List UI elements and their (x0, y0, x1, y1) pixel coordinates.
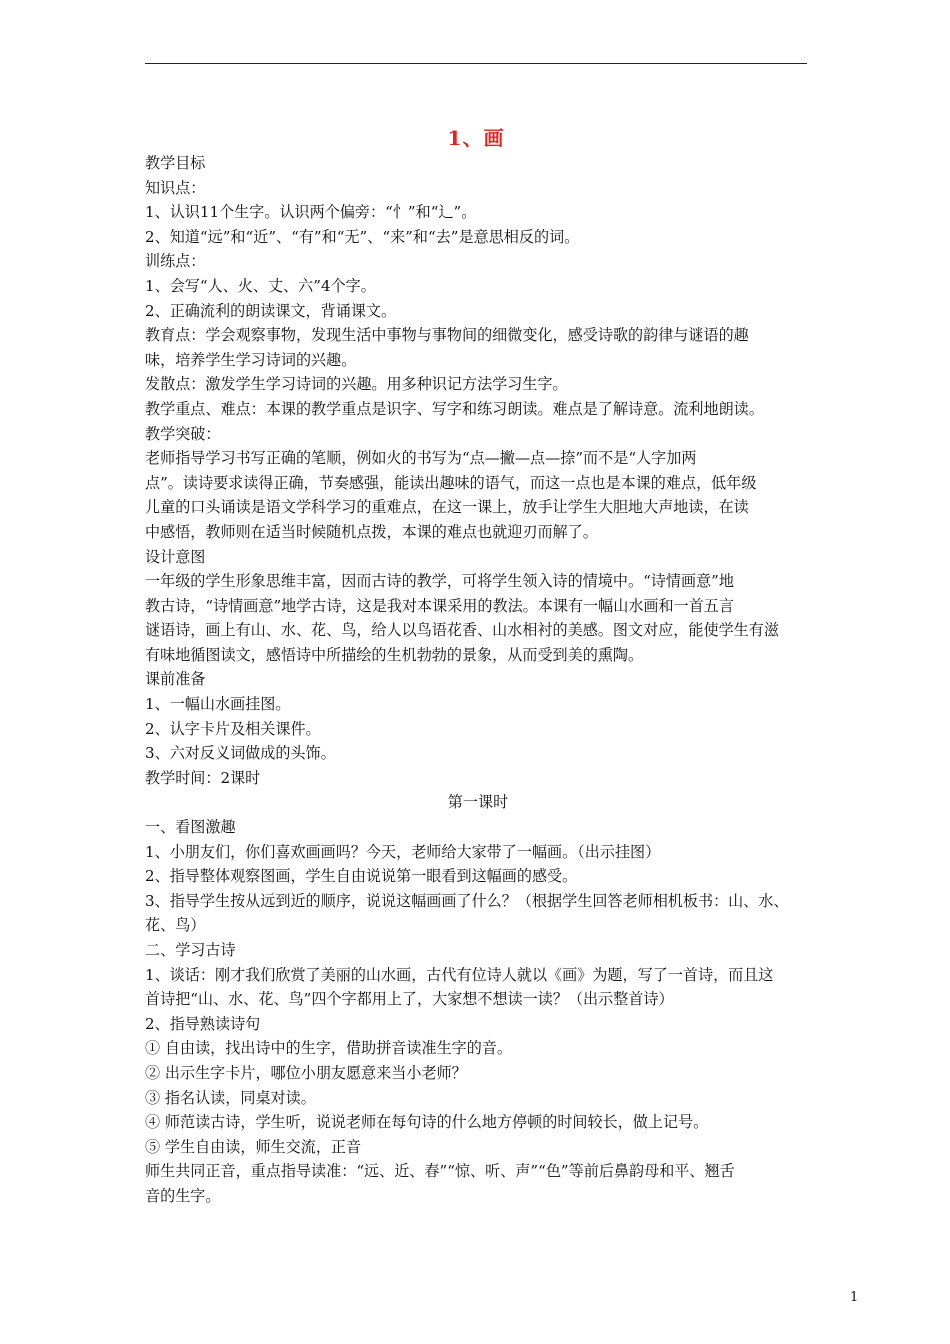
text-line: 谜语诗，画上有山、水、花、鸟，给人以鸟语花香、山水相衬的美感。图文对应，能使学生有滋 (145, 621, 779, 640)
text-line: 教学目标 (145, 154, 206, 172)
text-line: 一、看图激趣 (145, 818, 236, 837)
text-line: ④ 师范读古诗，学生听，说说老师在每句诗的什么地方停顿的时间较长，做上记号。 (145, 1113, 709, 1132)
text-line: 师生共同正音，重点指导读准：“远、近、春”“惊、听、声”“色”等前后鼻韵母和平、翘舌 (145, 1162, 735, 1181)
text-line: 教学突破： (145, 424, 221, 443)
text-line: 味，培养学生学习诗词的兴趣。 (145, 350, 357, 369)
text-line: 老师指导学习书写正确的笔顺，例如火的书写为“点—撇—点—捺”而不是“人字加两 (145, 449, 697, 468)
text-line: 2、指导熟读诗句 (145, 1014, 261, 1033)
text-line: 教学重点、难点：本课的教学重点是识字、写字和练习朗读。难点是了解诗意。流利地朗读。 (145, 399, 764, 418)
header-rule (145, 63, 807, 64)
document-title: 1、画 (447, 126, 505, 150)
text-line: 训练点： (145, 252, 206, 271)
text-line: 一年级的学生形象思维丰富，因而古诗的教学，可将学生领入诗的情境中。“诗情画意”地 (145, 572, 734, 591)
text-line: 花、鸟） (145, 916, 206, 935)
text-line: 教育点：学会观察事物，发现生活中事物与事物间的细微变化，感受诗歌的韵律与谜语的趣 (145, 326, 749, 345)
text-line: 点”。读诗要求读得正确，节奏感强，能读出趣味的语气，而这一点也是本课的难点，低年级 (145, 473, 757, 492)
text-line: ⑤ 学生自由读，师生交流，正音 (145, 1137, 362, 1156)
text-line: 2、正确流利的朗读课文，背诵课文。 (145, 301, 397, 320)
text-line: 1、认识11个生字。认识两个偏旁：“忄”和“辶”。 (145, 203, 477, 222)
text-line: 音的生字。 (145, 1186, 221, 1205)
text-line: 二、学习古诗 (145, 941, 236, 959)
section-heading: 第一课时 (447, 793, 509, 812)
text-line: 首诗把“山、水、花、鸟”四个字都用上了，大家想不想读一读？（出示整首诗） (145, 990, 674, 1009)
text-line: 教古诗，“诗情画意”地学古诗，这是我对本课采用的教法。本课有一幅山水画和一首五言 (145, 596, 734, 615)
text-line: 3、六对反义词做成的头饰。 (145, 744, 336, 763)
text-line: 1、谈话：刚才我们欣赏了美丽的山水画，古代有位诗人就以《画》为题，写了一首诗，而且这 (145, 965, 774, 984)
text-line: 有味地循图读文，感悟诗中所描绘的生机勃勃的景象，从而受到美的熏陶。 (145, 645, 644, 664)
text-line: ① 自由读，找出诗中的生字，借助拼音读准生字的音。 (145, 1039, 513, 1058)
text-line: 3、指导学生按从远到近的顺序，说说这幅画画了什么？（根据学生回答老师相机板书：山、水、 (145, 891, 789, 910)
text-line: 课前准备 (145, 670, 206, 689)
document-body (145, 151, 811, 1209)
text-line: 教学时间：2课时 (145, 768, 261, 787)
text-line: 2、认字卡片及相关课件。 (145, 719, 321, 738)
page-number: 1 (850, 1290, 859, 1305)
text-line: ② 出示生字卡片，哪位小朋友愿意来当小老师？ (145, 1063, 467, 1082)
text-line: 中感悟，教师则在适当时候随机点拨，本课的难点也就迎刃而解了。 (145, 522, 598, 541)
text-line: 知识点： (145, 178, 206, 197)
text-line: 设计意图 (145, 547, 206, 566)
text-line: 2、指导整体观察图画，学生自由说说第一眼看到这幅画的感受。 (145, 867, 578, 886)
text-line: 1、小朋友们，你们喜欢画画吗？今天，老师给大家带了一幅画。（出示挂图） (145, 842, 661, 861)
text-line: 发散点：激发学生学习诗词的兴趣。用多种识记方法学习生字。 (145, 375, 568, 394)
text-line: ③ 指名认读，同桌对读。 (145, 1088, 316, 1107)
text-line: 1、一幅山水画挂图。 (145, 695, 291, 714)
text-line: 2、知道“远”和“近”、“有”和“无”、“来”和“去”是意思相反的词。 (145, 227, 580, 246)
text-line: 1、会写“人、火、丈、六”4个字。 (145, 276, 376, 295)
text-line: 儿童的口头诵读是语文学科学习的重难点，在这一课上，放手让学生大胆地大声地读，在读 (145, 498, 749, 517)
